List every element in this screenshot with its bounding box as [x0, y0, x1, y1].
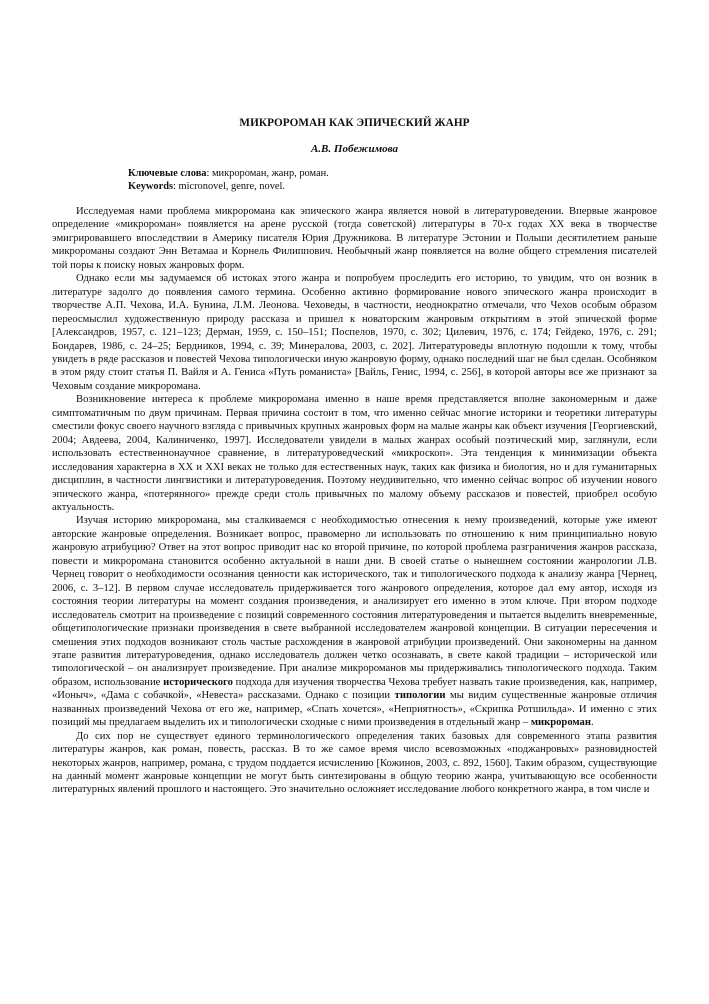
paragraph-4-text-c: подхода для изучения творчества Чехова требует назвать такие произведения, как, например, «Ионыч», «Дама с собачкой», «Невеста» рассказами. Однако с позиции [52, 676, 657, 702]
paragraph-4-text-d: мы видим существенные жанровые отличия названных произведений Чехова от его же, например, «Спать хочется», «Неприятность», «Скрипка Ротшильда». И именно с этих позиций мы предлагаем выделить их и типологически сходные с ними произведения в отдельный жанр – [52, 690, 657, 729]
paragraph-4 [52, 514, 657, 729]
emphasis-typology: типологии [394, 690, 446, 702]
article-author: А.В. Побежимова [310, 143, 399, 155]
paragraph-5: До сих пор не существует единого терминологического определения таких базовых для современного этапа развития литературы жанров, как роман, повесть, рассказ. В то же самое время число всевозможных «поджанровых» разновидностей некоторых жанров, например, романа, с трудом поддается исчислению [Кожинов, 2003, с. 892, 1560]. Таким образом, существующие на данный момент жанровые концепции не могут быть синтезированы в общую теорию жанра, учитывающую все особенности литературных явлений прошлого и настоящего. Это значительно осложняет исследование любого конкретного жанра, в том числе и [52, 730, 657, 796]
keywords-ru [128, 167, 657, 180]
paragraph-4-text-e: . [590, 717, 594, 729]
keywords-en-text: : micronovel, genre, novel. [173, 181, 285, 192]
paragraph-4-text-a: Изучая историю микроромана, мы сталкиваемся с необходимостью отнесения к нему произведений, которые уже имеют авторские жанровые определения. Возникает вопрос, правомерно ли использовать по отношению к ним принципиально новую жанровую атрибуцию? Ответ на этот вопрос приводит нас ко второй причине, по которой проблема разграничения жанров рассказа, повести и микроромана становится особенно актуальной в наши дни. В своей статье о нынешнем состоянии жанрологии Л.В. Чернец говорит о необходимости осознания ценности как исторического, так и типологического подхода к анализу жанра [Чернец, 2006, с. 3–12]. В первом случае исследователь придерживается того жанрового определения, которое дал ему автор, исходя из состояния теории литературы на момент создания произведения, и анализирует его именно в этом ключе. При втором подходе исследователь смотрит на произведение с позиций современного состояния литературоведения и пытается выделить вневременные, общетипологические признаки произведения в свете выбранной исследователем жанровой концепции. В ситуации пересечения и смешения этих подходов возникают столь частые расхождения в жанровой атрибуции произведений. Они закономерны на данном этапе развития литературоведения, однако исследователь должен четко осознавать, в свете какой традиции – исторической или типологической – он анализирует произведение. При анализе микророманов мы придерживались типологического подхода. Таким образом, использование [52, 515, 657, 688]
article-title: МИКРОРОМАН КАК ЭПИЧЕСКИЙ ЖАНР [239, 117, 470, 129]
paragraph-2: Однако если мы задумаемся об истоках этого жанра и попробуем проследить его историю, то увидим, что он возник в литературе задолго до появления самого термина. Особенно активно формирование нового эпического жанра происходит в творчестве А.П. Чехова, И.А. Бунина, Л.М. Леонова. Чеховеды, в частности, неоднократно отмечали, что Чехов особым образом переосмыслил художественную природу рассказа и пришел к новаторским жанровым открытиям в этой эпической форме [Александров, 1957, с. 121–123; Дерман, 1959, с. 150–151; Поспелов, 1970, с. 302; Цилевич, 1976, с. 174; Гейдеко, 1976, с. 291; Бондарев, 1986, с. 24–25; Бердников, 1994, с. 39; Минералова, 2003, с. 202]. Литературоведы вплотную подошли к тому, чтобы увидеть в ряде рассказов и повестей Чехова типологически иную жанровую форму, однако последний шаг не был сделан. Особняком в этом ряду стоит статья П. Вайля и А. Гениса «Путь романиста» [Вайль, Генис, 1994, с. 256], в которой авторы все же признают за Чеховым создание микроромана. [52, 273, 657, 392]
keywords-ru-text: : микророман, жанр, роман. [206, 168, 329, 179]
emphasis-micronovel: микророман [530, 717, 591, 729]
keywords-block [52, 167, 657, 193]
keywords-en [128, 180, 657, 193]
keywords-en-label: Keywords [128, 181, 174, 192]
paragraph-1: Исследуемая нами проблема микроромана как эпического жанра является новой в литературоведении. Впервые жанровое определение «микророман» появляется на арене русской (тогда советской) литературы в 70-х годах XX века в творчестве эмигрировавшего впоследствии в Америку писателя Юрия Дружникова. В литературе Эстонии и Польши десятилетием раньше микророманы создают Энн Ветамаа и Корнель Филиппович. Необычный жанр появляется на волне общего стремления писателей той поры к поиску новых жанровых форм. [52, 206, 657, 271]
emphasis-historical: исторического [163, 676, 233, 688]
keywords-ru-label: Ключевые слова [128, 168, 207, 179]
paragraph-3: Возникновение интереса к проблеме микроромана именно в наше время представляется вполне закономерным и даже симптоматичным по двум причинам. Первая причина состоит в том, что именно сейчас многие историки и теоретики литературы сместили фокус своего научного взгляда с привычных крупных жанровых форм на малые жанры как объект изучения [Георгиевский, 2004; Авдеева, 2004, Калиниченко, 1997]. Исследователи увидели в малых жанрах особый поэтический мир, заглянули, если использовать естественнонаучное сравнение, в литературоведческий «микроскоп». Эта тенденция к минимизации объекта исследования характерна в XX и XXI веках не только для естественных наук, таких как физика и биология, но и для гуманитарных дисциплин, в частности лингвистики и литературоведения. Поэтому неудивительно, что именно сейчас вопрос об изучении нового эпического жанра, «потерянного» прежде среди столь привычных по малому объему рассказов и повестей, приобрел особую актуальность. [52, 394, 657, 513]
article-body [52, 205, 657, 797]
